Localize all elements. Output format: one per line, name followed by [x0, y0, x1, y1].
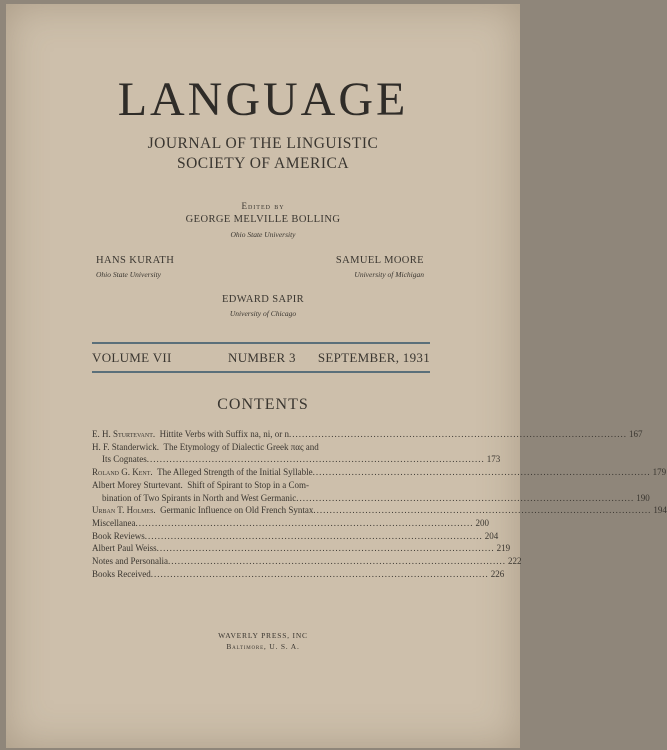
toc-text [92, 555, 168, 568]
toc-title-cont: Its Cognates [102, 454, 147, 465]
toc-leader [296, 492, 634, 505]
toc-entry [92, 568, 505, 581]
toc-title: Miscellanea [92, 517, 136, 528]
subtitle-line-1: JOURNAL OF THE LINGUISTIC [147, 135, 379, 152]
toc-leader [157, 542, 495, 555]
toc-leader [145, 530, 483, 543]
editor-bottom-name: EDWARD SAPIR [221, 294, 305, 305]
toc-author: H. F. Standerwick. [92, 441, 160, 452]
journal-title: LANGUAGE [117, 73, 409, 126]
issue-line [92, 350, 430, 366]
toc-title: Albert Paul Weiss [92, 543, 157, 554]
toc-entry-continuation [92, 453, 501, 466]
toc-author: Roland G. Kent. [92, 467, 153, 478]
toc-leader [289, 428, 627, 441]
toc-text [92, 530, 145, 543]
toc-title: Books Received [92, 568, 151, 579]
toc-text [92, 542, 157, 555]
toc-page: 173 [486, 454, 501, 465]
toc-leader [313, 504, 651, 517]
toc-leader [168, 555, 506, 568]
issue-date: SEPTEMBER, 1931 [317, 350, 430, 365]
toc-entry [92, 441, 430, 454]
issue-rule-bottom [92, 371, 430, 373]
toc-author: Albert Morey Sturtevant. [92, 479, 183, 490]
toc-title: The Etymology of Dialectic Greek πας and [163, 441, 319, 452]
toc-entry [92, 466, 667, 479]
edited-by-label: Edited by [241, 201, 285, 211]
journal-cover [6, 4, 667, 748]
toc-title: Germanic Influence on Old French Syntax [160, 505, 314, 516]
toc-page: 194 [653, 505, 667, 516]
toc-text [92, 428, 289, 441]
toc-entry [92, 517, 489, 530]
toc-leader [135, 517, 473, 530]
toc-page: 190 [636, 492, 650, 503]
printer-imprint [6, 630, 520, 652]
toc-page: 200 [475, 517, 489, 528]
toc-author: E. H. Sturtevant. [92, 429, 156, 439]
toc-entry [92, 555, 522, 568]
chief-editor-affiliation: Ohio State University [230, 230, 296, 239]
toc-page: 219 [496, 543, 511, 554]
printer-location: Baltimore, U. S. A. [226, 642, 300, 651]
toc-text [92, 504, 313, 517]
toc-page: 179 [652, 467, 667, 478]
toc-entry [92, 542, 511, 555]
toc-leader [147, 453, 485, 466]
contents-list [92, 428, 667, 580]
toc-entry [92, 504, 667, 517]
toc-title-cont: bination of Two Spirants in North and West Germanic [102, 492, 297, 503]
toc-text [92, 568, 151, 581]
issue-rule-top [92, 342, 430, 344]
toc-author: Urban T. Holmes. [92, 505, 156, 516]
editor-left-affiliation: Ohio State University [96, 270, 161, 279]
number-label: NUMBER 3 [228, 350, 296, 365]
toc-text [92, 517, 135, 530]
toc-entry [92, 428, 643, 441]
printer-name: WAVERLY PRESS, INC [218, 631, 308, 640]
toc-entry [92, 530, 499, 543]
editor-bottom-affiliation: University of Chicago [229, 309, 297, 318]
volume-label: VOLUME VII [92, 350, 172, 365]
toc-page: 226 [490, 568, 505, 579]
toc-title: Shift of Spirant to Stop in a Com- [187, 479, 309, 490]
journal-subtitle [6, 134, 520, 174]
toc-title: The Alleged Strength of the Initial Syllable [157, 467, 313, 478]
editor-right-name: SAMUEL MOORE [335, 255, 424, 266]
toc-title: Book Reviews [92, 530, 145, 541]
toc-page: 204 [484, 530, 499, 541]
subtitle-line-2: SOCIETY OF AMERICA [176, 155, 350, 172]
chief-editor-name: GEORGE MELVILLE BOLLING [185, 214, 341, 225]
editor-right-affiliation: University of Michigan [354, 270, 424, 279]
editor-left-name: HANS KURATH [96, 255, 175, 266]
toc-page: 167 [629, 429, 643, 439]
toc-text [92, 466, 313, 479]
toc-page: 222 [507, 556, 522, 567]
toc-title: Hittite Verbs with Suffix na, ni, or n [159, 429, 290, 439]
toc-entry-continuation [92, 492, 650, 505]
toc-leader [151, 568, 489, 581]
contents-heading: CONTENTS [217, 396, 309, 413]
toc-leader [313, 466, 651, 479]
toc-title: Notes and Personalia [92, 556, 168, 567]
toc-entry [92, 479, 430, 492]
